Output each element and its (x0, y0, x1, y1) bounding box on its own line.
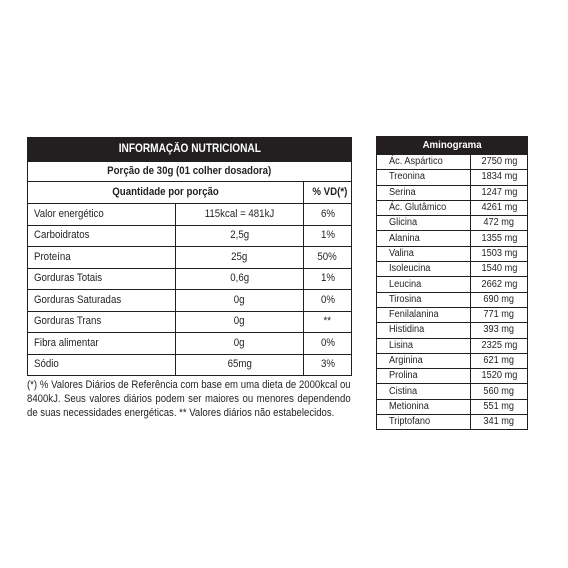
amino-acid-row (377, 155, 528, 170)
amino-acid-amount-cell (471, 338, 528, 353)
amino-acid-amount: 771 mg (483, 309, 515, 321)
amino-acid-amount-cell (471, 246, 528, 261)
amino-acid-amount: 1503 mg (481, 247, 517, 259)
amino-acid-name: Ác. Glutâmico (389, 202, 447, 214)
amino-acid-name-cell (377, 353, 471, 368)
nutrient-dv: ** (323, 315, 332, 328)
amino-acid-name: Isoleucina (389, 263, 431, 275)
amino-acid-name: Tirosina (389, 293, 422, 305)
amino-acid-amount-cell (471, 231, 528, 246)
amino-acid-row (377, 369, 528, 384)
amino-acid-name: Glicina (389, 217, 418, 229)
amino-acid-row (377, 185, 528, 200)
amino-acid-row (377, 338, 528, 353)
amino-acid-name: Treonina (389, 171, 425, 183)
amino-acid-name-cell (377, 216, 471, 231)
nutrient-name: Fibra alimentar (34, 336, 99, 349)
nutrient-row (28, 225, 352, 247)
amino-acid-amount: 621 mg (483, 355, 515, 366)
amino-acid-amount-cell (471, 170, 528, 185)
amino-acid-amount: 393 mg (483, 324, 515, 336)
aminogram-title: Aminograma (422, 139, 482, 152)
amino-acid-amount-cell (471, 369, 528, 384)
amino-acid-name: Triptofano (389, 416, 431, 428)
amino-acid-name: Cistina (389, 385, 418, 397)
amino-acid-amount-cell (471, 155, 528, 170)
nutrient-dv: 1% (320, 229, 335, 242)
amino-acid-name: Prolina (389, 370, 418, 382)
nutrient-name-cell (28, 290, 176, 312)
amino-acid-amount-cell (471, 399, 528, 414)
amino-acid-amount-cell (471, 353, 528, 368)
aminogram-table (376, 136, 528, 430)
amino-acid-amount-cell (471, 200, 528, 215)
amino-acid-amount: 1834 mg (481, 171, 517, 183)
amino-acid-amount-cell (471, 185, 528, 200)
nutrient-name: Gorduras Trans (34, 315, 102, 328)
aminogram-title-cell (377, 137, 528, 155)
nutrient-name: Sódio (34, 358, 59, 371)
amino-acid-name-cell (377, 307, 471, 322)
nutrient-amount: 0g (234, 315, 245, 328)
amino-acid-name-cell (377, 415, 471, 430)
dv-header-cell (304, 182, 352, 204)
amino-acid-name-cell (377, 155, 471, 170)
amino-acid-name: Fenilalanina (389, 309, 439, 321)
nutrient-dv: 3% (320, 358, 335, 371)
amino-acid-amount: 1540 mg (481, 263, 517, 275)
nutrient-row (28, 290, 352, 312)
serving-cell (28, 162, 352, 182)
nutrient-amount: 25g (231, 250, 248, 263)
amino-acid-name: Arginina (389, 355, 423, 366)
nutrient-amount-cell (176, 225, 304, 247)
nutrient-name: Valor energético (34, 207, 104, 220)
amino-acid-name-cell (377, 185, 471, 200)
amino-acid-row (377, 216, 528, 231)
nutrient-amount-cell (176, 268, 304, 290)
nutrient-name: Gorduras Totais (34, 272, 103, 285)
nutrition-title-row (28, 138, 352, 162)
amino-acid-amount: 472 mg (483, 217, 515, 229)
amino-acid-row (377, 292, 528, 307)
amino-acid-name: Serina (389, 186, 416, 198)
amino-acid-name-cell (377, 323, 471, 338)
nutrient-amount-cell (176, 311, 304, 333)
amino-acid-row (377, 231, 528, 246)
amino-acid-amount-cell (471, 216, 528, 231)
nutrient-name-cell (28, 225, 176, 247)
nutrient-name-cell (28, 354, 176, 376)
nutrient-name-cell (28, 311, 176, 333)
nutrient-dv: 6% (320, 207, 335, 220)
amino-acid-name: Alanina (389, 232, 420, 244)
nutrient-amount: 0g (234, 293, 245, 306)
nutrient-amount-cell (176, 333, 304, 355)
amino-acid-amount-cell (471, 415, 528, 430)
amino-acid-amount: 690 mg (483, 293, 515, 305)
amino-acid-amount-cell (471, 292, 528, 307)
amino-acid-name: Metionina (389, 400, 429, 412)
amino-acid-amount-cell (471, 384, 528, 399)
amino-acid-row (377, 200, 528, 215)
nutrient-dv-cell (304, 204, 352, 226)
nutrient-amount: 0g (234, 336, 245, 349)
amino-acid-row (377, 307, 528, 322)
nutrient-row (28, 354, 352, 376)
nutrient-row (28, 247, 352, 269)
amino-acid-amount-cell (471, 262, 528, 277)
amino-acid-amount: 1247 mg (481, 186, 517, 198)
amino-acid-row (377, 399, 528, 414)
nutrient-dv: 50% (317, 250, 338, 263)
serving-size: Porção de 30g (01 colher dosadora) (107, 165, 272, 177)
nutrient-amount: 0,6g (230, 272, 249, 285)
amino-acid-name-cell (377, 399, 471, 414)
nutrient-amount: 2,5g (230, 229, 249, 242)
amino-acid-amount-cell (471, 307, 528, 322)
amino-acid-name-cell (377, 369, 471, 384)
amino-acid-name-cell (377, 170, 471, 185)
nutrient-row (28, 333, 352, 355)
nutrition-facts-table (27, 137, 352, 376)
nutrient-amount: 65mg (227, 358, 252, 371)
nutrient-amount-cell (176, 354, 304, 376)
nutrient-dv-cell (304, 290, 352, 312)
nutrition-footnote (27, 378, 351, 420)
nutrient-name-cell (28, 333, 176, 355)
amino-acid-row (377, 384, 528, 399)
amino-acid-name: Histidina (389, 324, 425, 336)
amino-acid-amount: 4261 mg (481, 202, 517, 214)
serving-row (28, 162, 352, 182)
amino-acid-row (377, 246, 528, 261)
nutrition-footnote-text: (*) % Valores Diários de Referência com base em uma dieta de 2000kcal ou 8400kJ. Seus valores diários podem ser maiores ou menores dependendo de suas necessidades energéticas. ** Valores diários não estabelecidos. (27, 379, 351, 419)
amino-acid-row (377, 353, 528, 368)
amino-acid-amount: 2662 mg (481, 278, 517, 290)
amino-acid-amount: 2325 mg (481, 339, 517, 351)
column-header-row (28, 182, 352, 204)
amino-acid-row (377, 323, 528, 338)
nutrient-dv: 1% (320, 272, 335, 285)
nutrient-dv: 0% (320, 336, 335, 349)
amino-acid-name-cell (377, 200, 471, 215)
nutrient-dv: 0% (320, 293, 335, 306)
amino-acid-row (377, 277, 528, 292)
nutrition-title: INFORMAÇÃO NUTRICIONAL (118, 142, 261, 155)
amino-acid-amount-cell (471, 323, 528, 338)
aminogram-title-row (377, 137, 528, 155)
nutrient-amount: 115kcal = 481kJ (204, 207, 275, 220)
amino-acid-name-cell (377, 384, 471, 399)
amino-acid-name-cell (377, 338, 471, 353)
quantity-header-cell (28, 182, 304, 204)
amino-acid-amount: 1520 mg (481, 370, 517, 382)
amino-acid-amount: 1355 mg (481, 232, 517, 244)
nutrient-dv-cell (304, 354, 352, 376)
nutrition-title-cell (28, 138, 352, 162)
amino-acid-name: Valina (389, 247, 414, 259)
nutrient-amount-cell (176, 247, 304, 269)
nutrient-dv-cell (304, 311, 352, 333)
nutrient-dv-cell (304, 333, 352, 355)
amino-acid-amount-cell (471, 277, 528, 292)
amino-acid-amount: 560 mg (483, 385, 515, 397)
nutrient-name: Gorduras Saturadas (34, 293, 122, 306)
amino-acid-row (377, 170, 528, 185)
amino-acid-row (377, 262, 528, 277)
nutrient-name-cell (28, 247, 176, 269)
nutrient-row (28, 204, 352, 226)
amino-acid-name: Lisina (389, 339, 414, 351)
nutrient-dv-cell (304, 225, 352, 247)
amino-acid-name: Ác. Aspártico (389, 156, 443, 168)
amino-acid-name-cell (377, 292, 471, 307)
amino-acid-row (377, 415, 528, 430)
nutrient-row (28, 311, 352, 333)
amino-acid-name-cell (377, 262, 471, 277)
nutrient-name: Carboidratos (34, 229, 90, 242)
amino-acid-amount: 341 mg (483, 416, 515, 428)
amino-acid-name-cell (377, 231, 471, 246)
quantity-header: Quantidade por porção (112, 186, 219, 198)
nutrient-name: Proteína (34, 250, 71, 263)
nutrient-amount-cell (176, 290, 304, 312)
amino-acid-name-cell (377, 246, 471, 261)
nutrient-dv-cell (304, 247, 352, 269)
amino-acid-amount: 551 mg (483, 400, 515, 412)
dv-header: % VD(*) (312, 186, 348, 198)
nutrient-name-cell (28, 204, 176, 226)
nutrient-dv-cell (304, 268, 352, 290)
amino-acid-name: Leucina (389, 278, 422, 290)
amino-acid-amount: 2750 mg (481, 156, 517, 168)
amino-acid-name-cell (377, 277, 471, 292)
nutrient-row (28, 268, 352, 290)
nutrient-amount-cell (176, 204, 304, 226)
nutrient-name-cell (28, 268, 176, 290)
